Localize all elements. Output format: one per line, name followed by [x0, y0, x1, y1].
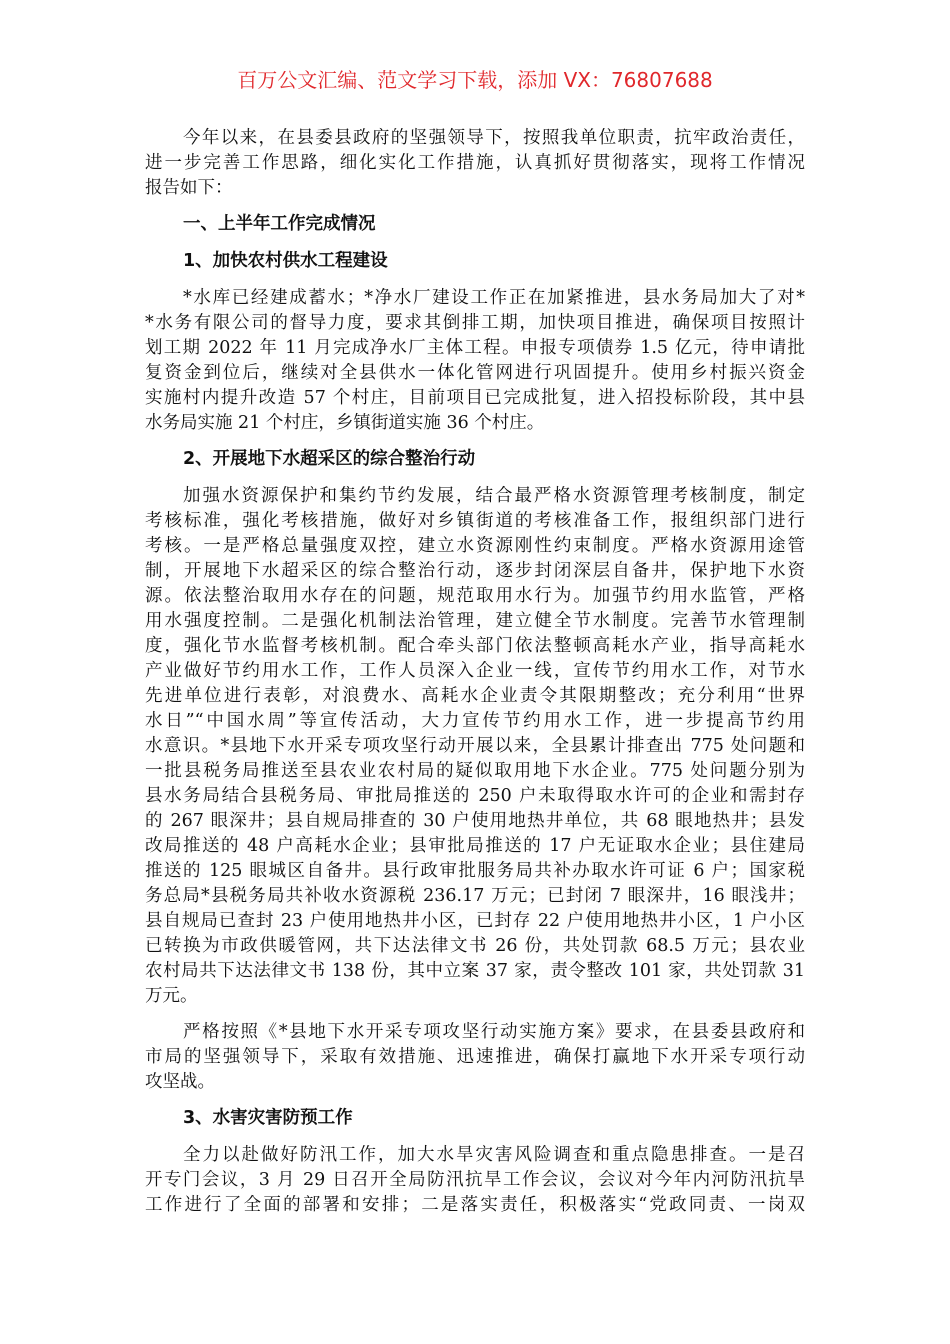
- paragraph-line: 市局的坚强领导下，采取有效措施、迅速推进，确保打赢地下水开采专项行动: [145, 1047, 805, 1067]
- paragraph-line: *水务有限公司的督导力度，要求其倒排工期，加快项目推进，确保项目按照计: [145, 313, 805, 333]
- section-heading: 一、上半年工作完成情况: [183, 214, 376, 234]
- paragraph-line: 今年以来，在县委县政府的坚强领导下，按照我单位职责，抗牢政治责任，: [183, 128, 805, 148]
- paragraph-line: 县自规局已查封 23 户使用地热井小区，已封存 22 户使用地热井小区，1 户小区: [145, 911, 805, 931]
- paragraph: [145, 126, 805, 201]
- paragraph-line: 农村局共下达法律文书 138 份，其中立案 37 家，责令整改 101 家，共处罚款 31: [145, 961, 805, 981]
- paragraph-line: 全力以赴做好防汛工作，加大水旱灾害风险调查和重点隐患排查。一是召: [183, 1145, 805, 1165]
- paragraph-line: 产业做好节约用水工作，工作人员深入企业一线，宣传节约用水工作，对节水: [145, 661, 805, 681]
- paragraph: [145, 286, 805, 436]
- paragraph-line: 一批县税务局推送至县农业农村局的疑似取用地下水企业。775 处问题分别为: [145, 761, 805, 781]
- paragraph-line: 推送的 125 眼城区自备井。县行政审批服务局共补办取水许可证 6 户；国家税: [145, 861, 805, 881]
- paragraph-line: 已转换为市政供暖管网，共下达法律文书 26 份，共处罚款 68.5 万元；县农业: [145, 936, 805, 956]
- document-body: [145, 126, 805, 1229]
- paragraph-line: 万元。: [145, 986, 198, 1006]
- paragraph-line: 划工期 2022 年 11 月完成净水厂主体工程。申报专项债券 1.5 亿元，待申请批: [145, 338, 805, 358]
- paragraph-line: 实施村内提升改造 57 个村庄，目前项目已完成批复，进入招投标阶段，其中县: [145, 388, 805, 408]
- paragraph-line: 复资金到位后，继续对全县供水一体化管网进行巩固提升。使用乡村振兴资金: [145, 363, 805, 383]
- paragraph-line: 度，强化节水监督考核机制。配合牵头部门依法整顿高耗水产业，指导高耗水: [145, 636, 805, 656]
- paragraph-line: 水意识。*县地下水开采专项攻坚行动开展以来，全县累计排查出 775 处问题和: [145, 736, 805, 756]
- paragraph: [145, 1143, 805, 1218]
- paragraph: [145, 1020, 805, 1095]
- paragraph-line: 用水强度控制。二是强化机制法治管理，建立健全节水制度。完善节水管理制: [145, 611, 805, 631]
- paragraph-line: 源。依法整治取用水存在的问题，规范取用水行为。加强节约用水监管，严格: [145, 586, 805, 606]
- paragraph-line: 报告如下：: [145, 178, 233, 198]
- section-heading: 3、水害灾害防预工作: [183, 1108, 353, 1128]
- paragraph-line: 考核标准，强化考核措施，做好对乡镇街道的考核准备工作，报组织部门进行: [145, 511, 805, 531]
- paragraph-line: 加强水资源保护和集约节约发展，结合最严格水资源管理考核制度，制定: [183, 486, 805, 506]
- paragraph-line: 攻坚战。: [145, 1072, 215, 1092]
- paragraph-line: 水日”“中国水周”等宣传活动，大力宣传节约用水工作，进一步提高节约用: [145, 711, 805, 731]
- section-heading: 1、加快农村供水工程建设: [183, 251, 388, 271]
- paragraph-line: 务总局*县税务局共补收水资源税 236.17 万元；已封闭 7 眼深井，16 眼浅井；: [145, 886, 805, 906]
- paragraph-line: 制，开展地下水超采区的综合整治行动，逐步封闭深层自备井，保护地下水资: [145, 561, 805, 581]
- paragraph-line: 改局推送的 48 户高耗水企业；县审批局推送的 17 户无证取水企业；县住建局: [145, 836, 805, 856]
- paragraph-line: 县水务局结合县税务局、审批局推送的 250 户未取得取水许可的企业和需封存: [145, 786, 805, 806]
- paragraph-line: 严格按照《*县地下水开采专项攻坚行动实施方案》要求，在县委县政府和: [183, 1022, 805, 1042]
- paragraph-line: 的 267 眼深井；县自规局排查的 30 户使用地热井单位，共 68 眼地热井；县发: [145, 811, 805, 831]
- watermark-banner: 百万公文汇编、范文学习下载，添加 VX：76807688: [237, 68, 713, 92]
- paragraph-line: 考核。一是严格总量强度双控，建立水资源刚性约束制度。严格水资源用途管: [145, 536, 805, 556]
- paragraph-line: 进一步完善工作思路，细化实化工作措施，认真抓好贯彻落实，现将工作情况: [145, 153, 805, 173]
- section-heading: 2、开展地下水超采区的综合整治行动: [183, 449, 476, 469]
- paragraph-line: 先进单位进行表彰，对浪费水、高耗水企业责令其限期整改；充分利用“世界: [145, 686, 805, 706]
- paragraph-line: 开专门会议，3 月 29 日召开全局防汛抗旱工作会议，会议对今年内河防汛抗旱: [145, 1170, 805, 1190]
- paragraph-line: 水务局实施 21 个村庄，乡镇街道实施 36 个村庄。: [145, 413, 545, 433]
- paragraph-line: 工作进行了全面的部署和安排；二是落实责任，积极落实“党政同责、一岗双: [145, 1195, 805, 1215]
- paragraph: [145, 484, 805, 1009]
- paragraph-line: *水库已经建成蓄水；*净水厂建设工作正在加紧推进，县水务局加大了对*: [183, 288, 805, 308]
